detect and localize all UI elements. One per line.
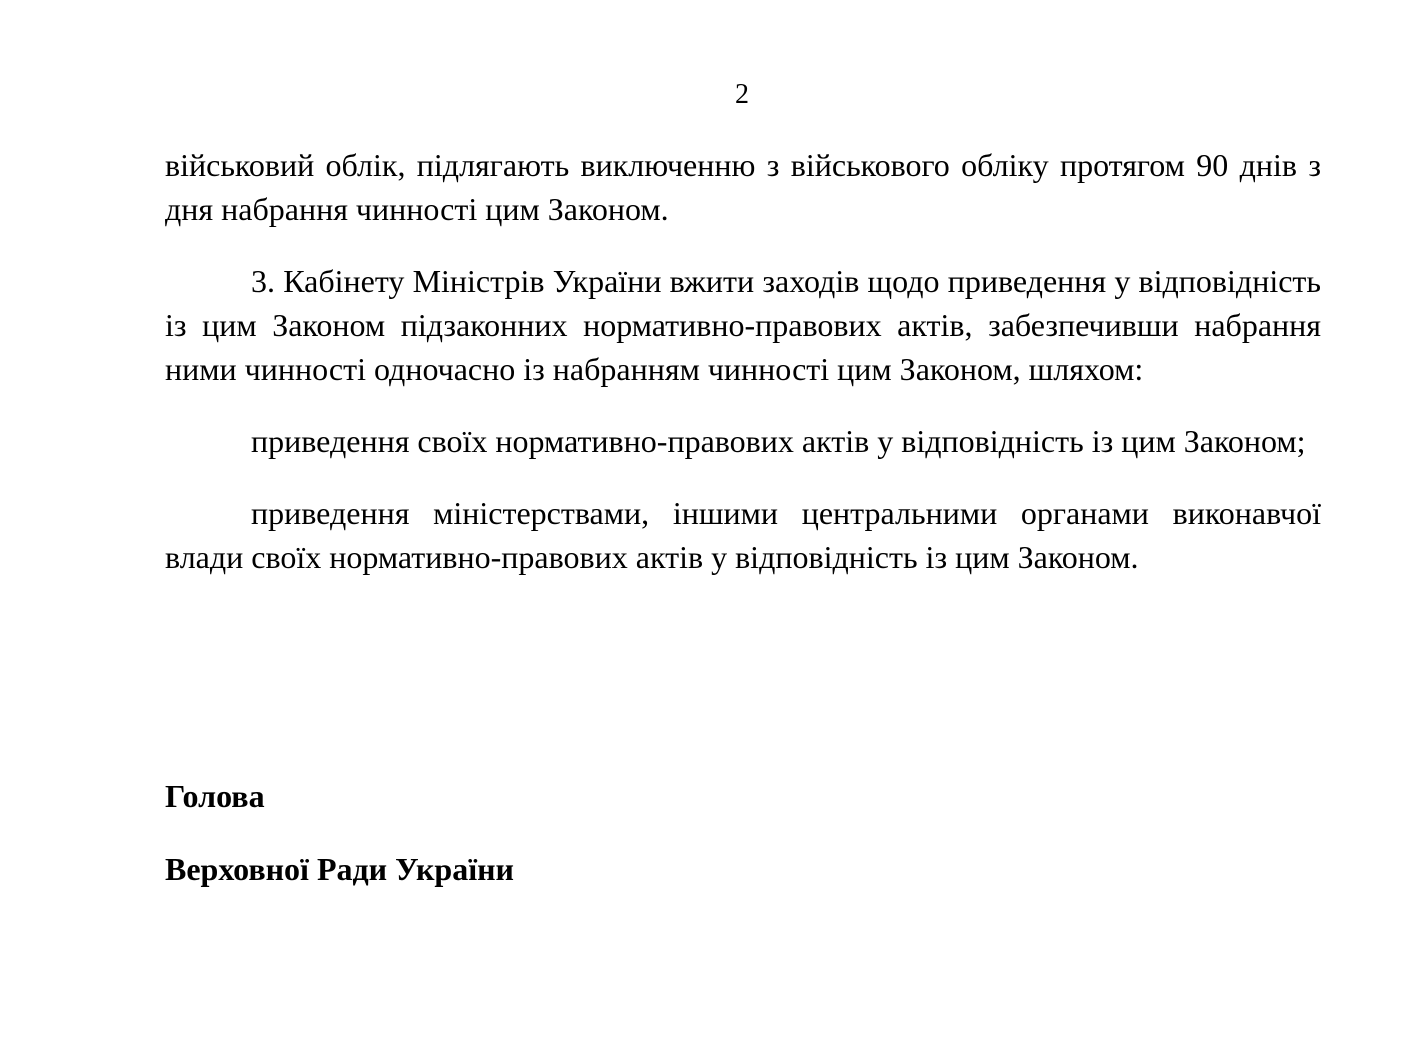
- signature-title-line2: Верховної Ради України: [165, 851, 514, 887]
- paragraph-subitem-own-acts: приведення своїх нормативно-правових актів у відповідність із цим Законом;: [251, 423, 1306, 459]
- document-body: [165, 143, 1321, 607]
- paragraph-item-3: 3. Кабінету Міністрів України вжити заходів щодо приведення у відповідність із цим Законом підзаконних нормативно-правових актів, забезпечивши набрання ними чинності одночасно із набранням чинності цим Законом, шляхом:: [165, 263, 1321, 387]
- signature-title-line1: Голова: [165, 778, 265, 814]
- paragraph-subitem-ministries: приведення міністерствами, іншими центральними органами виконавчої влади своїх нормативно-правових актів у відповідність із цим Законом.: [165, 495, 1321, 575]
- signature-block: [165, 774, 514, 891]
- page-number: 2: [735, 79, 749, 110]
- paragraph-continuation: військовий облік, підлягають виключенню з військового обліку протягом 90 днів з дня набрання чинності цим Законом.: [165, 147, 1321, 227]
